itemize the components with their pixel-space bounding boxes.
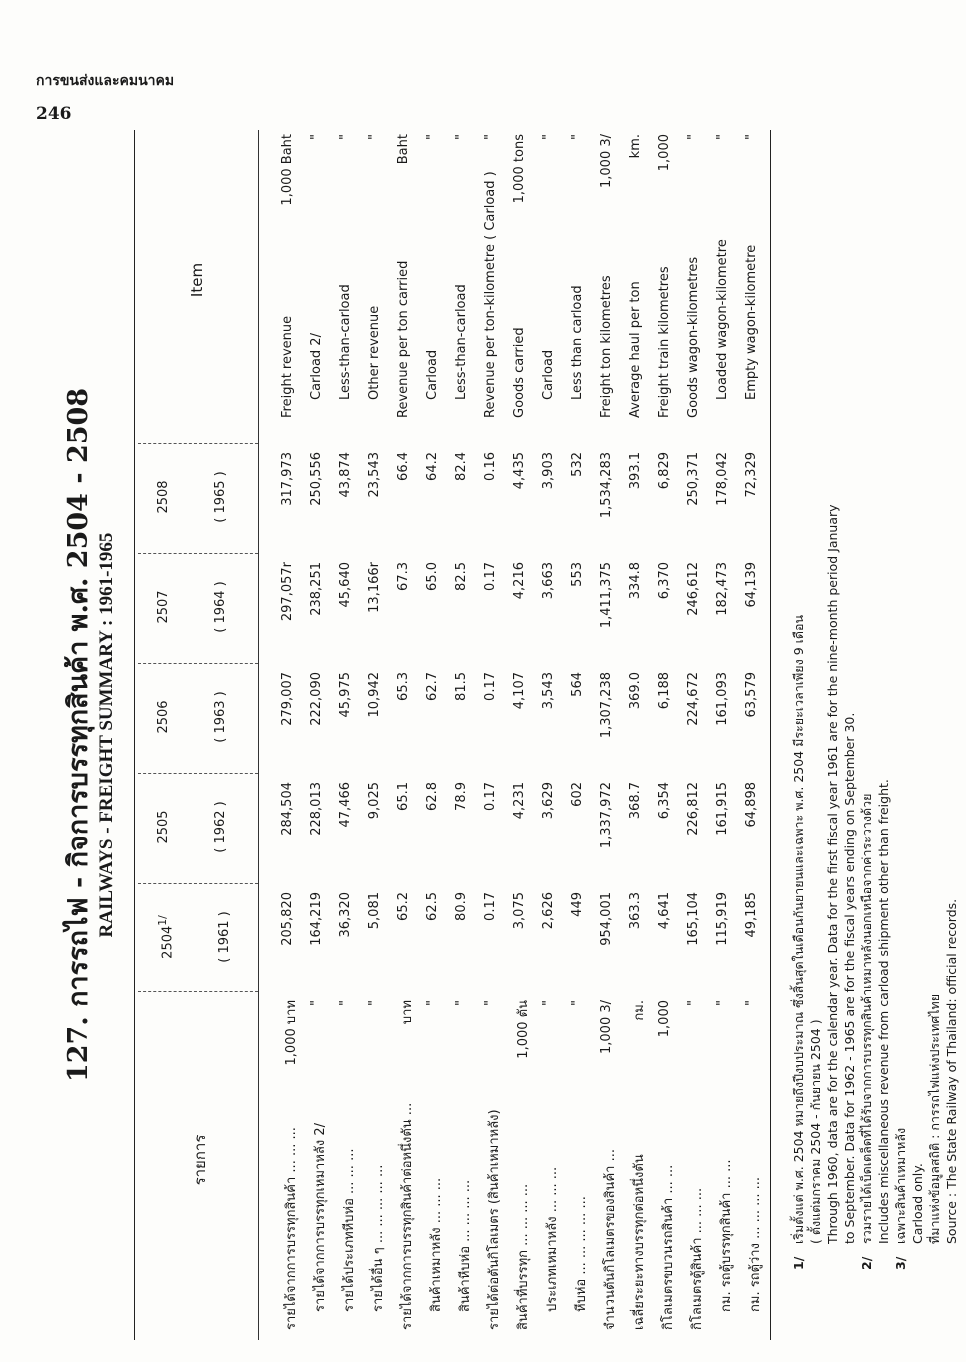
row-unit-thai: บาท (400, 1000, 415, 1025)
cell-value: 6,188 (657, 672, 672, 710)
row-label-english: Carload 2/ (309, 333, 324, 400)
cell-value: 63,579 (744, 672, 759, 718)
cell-value: 1,411,375 (599, 562, 614, 629)
page-number: 246 (36, 104, 72, 124)
cell-value: 65.0 (425, 562, 440, 591)
cell-value: 62.7 (425, 672, 440, 701)
table-row (657, 130, 683, 1340)
cell-value: 250,371 (686, 452, 701, 506)
year-header (156, 442, 228, 552)
cell-value: 6,370 (657, 562, 672, 600)
cell-value: 297,057r (280, 562, 295, 622)
bottom-rule (770, 130, 771, 1340)
cell-value: 602 (570, 782, 585, 807)
table-subtitle: RAILWAYS - FREIGHT SUMMARY : 1961-1965 (96, 532, 117, 938)
row-label-thai: กม. รถตู้บรรทุกสินค้า ... ... (719, 1159, 734, 1312)
year-thai: 2506 (156, 700, 171, 734)
cell-value: 36,320 (338, 892, 353, 938)
row-label-thai: จำนวนตันกิโลเมตรของสินค้า ... (603, 1149, 618, 1330)
table-title: 127. การรถไฟ - กิจการบรรทุกสินค้า พ.ศ. 2504 - 2508 (63, 387, 94, 1083)
cell-value: 115,919 (715, 892, 730, 946)
cell-value: 47,466 (338, 782, 353, 828)
cell-value: 178,042 (715, 452, 730, 506)
cell-value: 161,093 (715, 672, 730, 726)
row-unit-english: " (367, 134, 382, 140)
row-unit-thai: " (570, 1000, 585, 1006)
cell-value: 6,829 (657, 452, 672, 490)
row-unit-thai: 1,000 บาท (284, 1000, 299, 1066)
row-label-english: Goods wagon-kilometres (686, 256, 701, 418)
row-unit-thai: " (715, 1000, 730, 1006)
footnote-line (824, 504, 841, 1270)
row-unit-english: 1,000 tons (512, 134, 527, 204)
cell-value: 82.4 (454, 452, 469, 481)
row-label-english: Less than carload (570, 285, 585, 400)
row-label-english: Freight ton kilometres (599, 275, 614, 418)
cell-value: 553 (570, 562, 585, 587)
table-row (541, 130, 567, 1340)
table-row (512, 130, 538, 1340)
table-row (309, 130, 335, 1340)
cell-value: 2,626 (541, 892, 556, 930)
row-label-english: Goods carried (512, 327, 527, 418)
cell-value: 4,641 (657, 892, 672, 930)
footnotes (790, 504, 960, 1270)
row-label-thai: เฉลี่ยระยะทางบรรทุกต่อหนึ่งตัน (632, 1154, 647, 1330)
cell-value: 13,166r (367, 562, 382, 613)
row-label-english: Carload (541, 349, 556, 400)
row-unit-thai: " (483, 1000, 498, 1006)
table-row (744, 130, 770, 1340)
table-row (628, 130, 654, 1340)
cell-value: 0.17 (483, 782, 498, 811)
row-label-thai: กิโลเมตรตู้สินค้า ... ... ... (690, 1187, 705, 1330)
cell-value: 82.5 (454, 562, 469, 591)
cell-value: 72,329 (744, 452, 759, 498)
table-row (338, 130, 364, 1340)
footnote-text: Source : The State Railway of Thailand: official records. (944, 898, 959, 1244)
cell-value: 0.16 (483, 452, 498, 481)
year-header (156, 662, 228, 772)
row-unit-english: " (425, 134, 440, 140)
cell-value: 1,534,283 (599, 452, 614, 519)
row-unit-thai: 1,000 (657, 1000, 672, 1038)
year-header (156, 552, 228, 662)
footnote-line (943, 504, 960, 1270)
row-unit-english: " (454, 134, 469, 140)
cell-value: 4,231 (512, 782, 527, 820)
cell-value: 3,075 (512, 892, 527, 930)
year-ce: ( 1963 ) (213, 691, 228, 743)
row-label-thai: สินค้าเหมาหลัง ... ... ... (429, 1177, 444, 1312)
header-item: Item (188, 262, 206, 298)
footnote-mark: 3/ (893, 1256, 908, 1270)
cell-value: 81.5 (454, 672, 469, 701)
row-unit-thai: " (425, 1000, 440, 1006)
footnote-text: Through 1960, data are for the calendar year. Data for the first fiscal year 1961 are for the nine-month period January (825, 504, 840, 1244)
row-label-english: Revenue per ton carried (396, 260, 411, 418)
table-row (367, 130, 393, 1340)
cell-value: 182,473 (715, 562, 730, 616)
cell-value: 49,185 (744, 892, 759, 938)
year-note: 1/ (156, 915, 169, 926)
cell-value: 45,975 (338, 672, 353, 718)
footnote-text: ( ตั้งแต่มกราคม 2504 - กันยายน 2504 ) (808, 1019, 823, 1244)
cell-value: 222,090 (309, 672, 324, 726)
cell-value: 9,025 (367, 782, 382, 820)
cell-value: 317,973 (280, 452, 295, 506)
year-thai: 2505 (156, 810, 171, 844)
row-label-english: Revenue per ton-kilometre ( Carload ) (483, 171, 498, 418)
year-thai: 2508 (156, 480, 171, 514)
cell-value: 224,672 (686, 672, 701, 726)
footnote-text: ที่มาแห่งข้อมูลสถิติ : การรถไฟแห่งประเทศไทย (927, 993, 942, 1244)
row-unit-thai: " (686, 1000, 701, 1006)
row-unit-english: 1,000 3/ (599, 134, 614, 188)
row-label-english: Freight revenue (280, 315, 295, 418)
row-label-thai: ประเภทเหมาหลัง ... ... ... (545, 1166, 560, 1312)
cell-value: 564 (570, 672, 585, 697)
row-label-thai: กม. รถตู้ว่าง ... ... ... ... (748, 1176, 763, 1312)
cell-value: 5,081 (367, 892, 382, 930)
row-unit-thai: 1,000 ตัน (516, 1000, 531, 1059)
row-unit-english: " (744, 134, 759, 140)
cell-value: 279,007 (280, 672, 295, 726)
cell-value: 62.8 (425, 782, 440, 811)
cell-value: 3,629 (541, 782, 556, 820)
cell-value: 226,812 (686, 782, 701, 836)
cell-value: 165,104 (686, 892, 701, 946)
cell-value: 250,556 (309, 452, 324, 506)
cell-value: 1,337,972 (599, 782, 614, 849)
row-unit-english: " (483, 134, 498, 140)
header-thai-item: รายการ (191, 1134, 209, 1186)
row-unit-english: " (570, 134, 585, 140)
row-unit-english: " (541, 134, 556, 140)
top-rule (134, 130, 135, 1340)
cell-value: 4,107 (512, 672, 527, 710)
row-unit-english: Baht (396, 134, 411, 165)
footnote-line (875, 504, 892, 1270)
table-row (454, 130, 480, 1340)
row-label-thai: รายได้อื่น ๆ ... ... ... ... ... (371, 1164, 386, 1312)
cell-value: 64,898 (744, 782, 759, 828)
footnote-line (790, 504, 807, 1270)
cell-value: 6,354 (657, 782, 672, 820)
row-label-thai: รายได้ต่อตันกิโลเมตร (สินค้าเหมาหลัง) (487, 1109, 502, 1330)
row-unit-thai: กม. (632, 1000, 647, 1021)
cell-value: 161,915 (715, 782, 730, 836)
cell-value: 64,139 (744, 562, 759, 608)
row-label-thai: กิโลเมตรขบวนรถสินค้า ... ... (661, 1164, 676, 1330)
row-label-thai: รายได้ประเภทหีบห่อ ... ... ... (342, 1148, 357, 1312)
cell-value: 3,543 (541, 672, 556, 710)
cell-value: 23,543 (367, 452, 382, 498)
table-row (425, 130, 451, 1340)
cell-value: 369.0 (628, 672, 643, 710)
row-label-english: Freight train kilometres (657, 266, 672, 418)
cell-value: 65.1 (396, 782, 411, 811)
footnote-text: เริ่มตั้งแต่ พ.ศ. 2504 หมายถึงปีงบประมาณ ซึ่งสิ้นสุดในเดือนกันยายนและเฉพาะ พ.ศ. 2504 มีระยะเวลาเพียง 9 เดือน (791, 614, 806, 1244)
cell-value: 284,504 (280, 782, 295, 836)
cell-value: 64.2 (425, 452, 440, 481)
row-label-english: Other revenue (367, 305, 382, 400)
footnote-text: Includes miscellaneous revenue from carload shipment other than freight. (876, 779, 891, 1244)
footnote-line (841, 504, 858, 1270)
cell-value: 205,820 (280, 892, 295, 946)
cell-value: 368.7 (628, 782, 643, 820)
row-label-thai: รายได้จากการบรรทุกเหมาหลัง 2/ (313, 1122, 328, 1312)
row-label-english: Loaded wagon-kilometre (715, 239, 730, 400)
footnote-text: เฉพาะสินค้าเหมาหลัง (893, 1127, 908, 1244)
row-unit-english: 1,000 (657, 134, 672, 172)
row-unit-english: " (309, 134, 324, 140)
year-ce: ( 1961 ) (217, 911, 233, 963)
row-unit-english: " (338, 134, 353, 140)
table-row (280, 130, 306, 1340)
footnote-mark: 1/ (791, 1256, 806, 1270)
footnote-line (892, 504, 909, 1270)
cell-value: 532 (570, 452, 585, 477)
table-row (570, 130, 596, 1340)
footnote-text: รวมรายได้เบ็ดเตล็ดที่ได้รับจากการบรรทุกสินค้าเหมาหลังนอกเหนือจากค่าระวางด้วย (859, 793, 874, 1244)
cell-value: 954,001 (599, 892, 614, 946)
footnote-line (909, 504, 926, 1270)
row-unit-english: " (686, 134, 701, 140)
row-unit-thai: " (541, 1000, 556, 1006)
table-row (396, 130, 422, 1340)
cell-value: 3,903 (541, 452, 556, 490)
table-row (483, 130, 509, 1340)
row-unit-thai: " (338, 1000, 353, 1006)
cell-value: 66.4 (396, 452, 411, 481)
cell-value: 449 (570, 892, 585, 917)
cell-value: 238,251 (309, 562, 324, 616)
cell-value: 65.2 (396, 892, 411, 921)
year-ce: ( 1965 ) (213, 471, 228, 523)
table-row (599, 130, 625, 1340)
cell-value: 164,219 (309, 892, 324, 946)
row-unit-thai: " (309, 1000, 324, 1006)
cell-value: 246,612 (686, 562, 701, 616)
row-unit-thai: 1,000 3/ (599, 1000, 614, 1054)
cell-value: 45,640 (338, 562, 353, 608)
footnote-line (807, 504, 824, 1270)
cell-value: 4,435 (512, 452, 527, 490)
year-thai: 2507 (156, 590, 171, 624)
cell-value: 1,307,238 (599, 672, 614, 739)
row-label-thai: รายได้จากการบรรทุกสินค้าต่อหนึ่งตัน ... (400, 1102, 415, 1330)
footnote-line (858, 504, 875, 1270)
table-row (715, 130, 741, 1340)
year-header (156, 772, 228, 882)
row-label-english: Carload (425, 349, 440, 400)
footnote-text: to September. Data for 1962 - 1965 are for the fiscal years ending on September 30. (842, 712, 857, 1244)
cell-value: 0.17 (483, 892, 498, 921)
row-label-thai: รายได้จากการบรรทุกสินค้า ... ... ... (284, 1127, 299, 1330)
cell-value: 393.1 (628, 452, 643, 490)
footnote-text: Carload only. (910, 1163, 925, 1244)
row-unit-english: 1,000 Baht (280, 134, 295, 206)
row-label-thai: หีบห่อ ... ... ... ... ... (574, 1196, 589, 1312)
row-unit-english: " (715, 134, 730, 140)
cell-value: 0.17 (483, 672, 498, 701)
cell-value: 62.5 (425, 892, 440, 921)
year-thai: $2504^{1/}$ (156, 915, 176, 959)
row-unit-english: km. (628, 134, 643, 159)
cell-value: 67.3 (396, 562, 411, 591)
year-header (156, 882, 232, 992)
cell-value: 65.3 (396, 672, 411, 701)
cell-value: 3,663 (541, 562, 556, 600)
section-header: การขนส่งและคมนาคม (36, 73, 175, 89)
row-unit-thai: " (744, 1000, 759, 1006)
row-unit-thai: " (454, 1000, 469, 1006)
footnote-line (926, 504, 943, 1270)
row-unit-thai: " (367, 1000, 382, 1006)
cell-value: 43,874 (338, 452, 353, 498)
row-label-english: Average haul per ton (628, 281, 643, 418)
cell-value: 334.8 (628, 562, 643, 600)
cell-value: 0.17 (483, 562, 498, 591)
cell-value: 10,942 (367, 672, 382, 718)
row-label-english: Less-than-carload (338, 284, 353, 400)
row-label-english: Less-than-carload (454, 284, 469, 400)
cell-value: 228,013 (309, 782, 324, 836)
table-row (686, 130, 712, 1340)
header-rule (258, 130, 259, 1340)
cell-value: 78.9 (454, 782, 469, 811)
cell-value: 363.3 (628, 892, 643, 930)
year-ce: ( 1964 ) (213, 581, 228, 633)
row-label-english: Empty wagon-kilometre (744, 244, 759, 400)
rotated-table (48, 130, 959, 1340)
cell-value: 80.9 (454, 892, 469, 921)
cell-value: 4,216 (512, 562, 527, 600)
row-label-thai: สินค้าหีบห่อ ... ... ... ... (458, 1179, 473, 1312)
footnote-mark: 2/ (859, 1256, 874, 1270)
row-label-thai: สินค้าที่บรรทุก ... ... ... ... (516, 1183, 531, 1330)
year-ce: ( 1962 ) (213, 801, 228, 853)
